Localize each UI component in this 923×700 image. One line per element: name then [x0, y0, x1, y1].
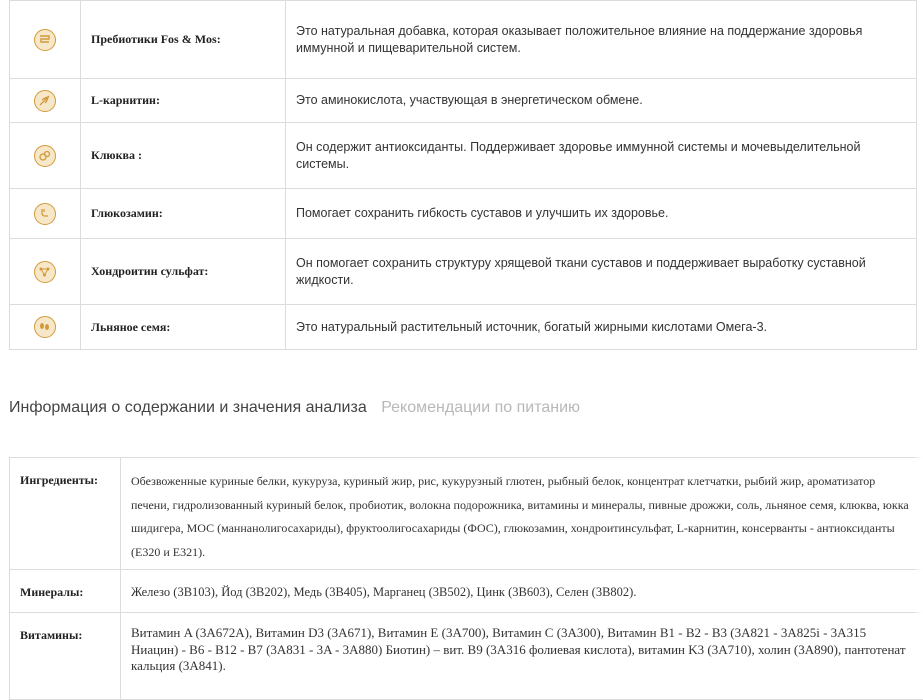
feature-name: Клюква :	[81, 123, 286, 189]
feature-name: Пребиотики Fos & Mos:	[81, 1, 286, 79]
intestine-icon	[34, 29, 56, 51]
right-edge-fade	[913, 457, 923, 699]
feature-icon-cell	[10, 123, 81, 189]
feature-name: Хондроитин сульфат:	[81, 239, 286, 305]
feature-row	[10, 1, 917, 79]
feature-icon-cell	[10, 239, 81, 305]
info-label: Минералы:	[10, 570, 121, 613]
info-label: Витамины:	[10, 613, 121, 700]
cranberry-icon	[34, 145, 56, 167]
info-label: Ингредиенты:	[10, 458, 121, 570]
feature-name: Глюкозамин:	[81, 189, 286, 239]
feature-row	[10, 239, 917, 305]
feature-description: Он содержит антиоксиданты. Поддерживает здоровье иммунной системы и мочевыделительной системы.	[286, 123, 917, 189]
info-row-minerals	[10, 570, 923, 613]
info-table	[9, 457, 923, 700]
features-table	[9, 0, 917, 350]
info-value: Витамин A (3A672A), Витамин D3 (3A671), Витамин E (3A700), Витамин C (3A300), Витамин B1 - B2 - B3 (3A821 - 3A825i - 3A315 Ниацин) - B6 - B12 - B7 (3A831 - 3A - 3A880) Биотин) – вит. B9 (3A316 фолиевая кислота), витамин K3 (3A710), холин (3A890), пантотенат кальция (3A841).	[121, 613, 923, 700]
info-tabs	[9, 399, 590, 417]
flaxseed-icon	[34, 316, 56, 338]
feather-icon	[34, 90, 56, 112]
info-value: Обезвоженные куриные белки, кукуруза, куриный жир, рис, кукурузный глютен, рыбный белок, концентрат клетчатки, рыбий жир, ароматизатор печени, гидролизованный куриный белок, пробиотик, волокна подорожника, витамины и минералы, пивные дрожжи, соль, льняное семя, клюква, юкка шидигера, МОС (маннанолигосахариды), фруктоолигосахариды (ФОС), глюкозамин, хондроитинсульфат, L-карнитин, консерванты - антиоксиданты (E320 и E321).	[121, 458, 923, 570]
molecule-icon	[34, 261, 56, 283]
feature-icon-cell	[10, 189, 81, 239]
feature-icon-cell	[10, 305, 81, 350]
feature-description: Это натуральный растительный источник, богатый жирными кислотами Омега-3.	[286, 305, 917, 350]
feature-row	[10, 305, 917, 350]
feature-description: Помогает сохранить гибкость суставов и улучшить их здоровье.	[286, 189, 917, 239]
feature-name: Льняное семя:	[81, 305, 286, 350]
feature-name: L-карнитин:	[81, 79, 286, 123]
feature-icon-cell	[10, 1, 81, 79]
feature-row	[10, 123, 917, 189]
joint-icon	[34, 203, 56, 225]
info-value: Железо (3B103), Йод (3B202), Медь (3B405), Марганец (3B502), Цинк (3B603), Селен (3B802).	[121, 570, 923, 613]
feature-description: Это натуральная добавка, которая оказывает положительное влияние на поддержание здоровья иммунной и пищеварительной систем.	[286, 1, 917, 79]
feature-description: Это аминокислота, участвующая в энергетическом обмене.	[286, 79, 917, 123]
info-row-vitamins	[10, 613, 923, 700]
feature-row	[10, 79, 917, 123]
feature-row	[10, 189, 917, 239]
feature-description: Он помогает сохранить структуру хрящевой ткани суставов и поддерживает выработку суставной жидкости.	[286, 239, 917, 305]
feature-icon-cell	[10, 79, 81, 123]
tab-analysis-info[interactable]: Информация о содержании и значения анализа	[9, 399, 367, 417]
info-row-ingredients	[10, 458, 923, 570]
tab-feeding-recommendations[interactable]: Рекомендации по питанию	[381, 399, 580, 417]
